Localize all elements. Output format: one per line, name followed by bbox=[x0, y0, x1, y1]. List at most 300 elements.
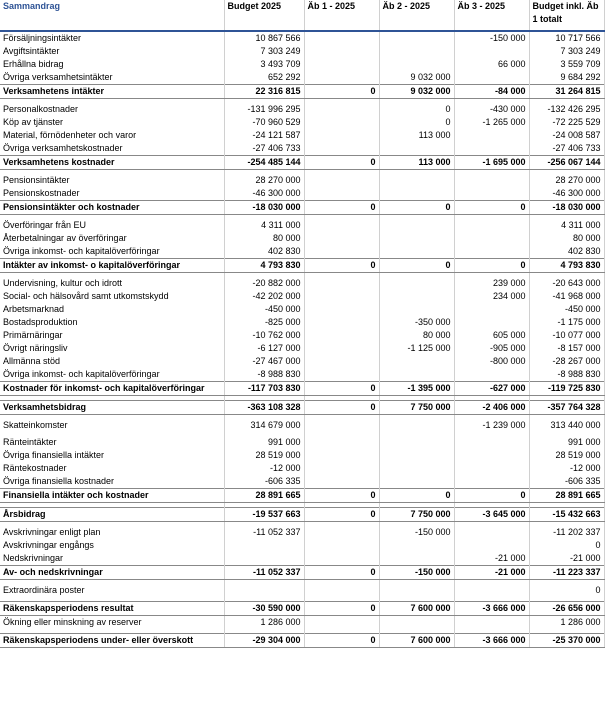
row-value: -606 335 bbox=[529, 475, 604, 489]
row-value: 314 679 000 bbox=[224, 419, 304, 432]
row-value bbox=[304, 277, 379, 290]
row-value bbox=[379, 58, 454, 71]
table-row bbox=[0, 462, 604, 475]
row-value: -1 695 000 bbox=[454, 156, 529, 170]
row-label: Räkenskapsperiodens under- eller överskott bbox=[0, 634, 224, 648]
row-value bbox=[379, 303, 454, 316]
row-value bbox=[379, 616, 454, 630]
row-label: Räkenskapsperiodens resultat bbox=[0, 602, 224, 616]
row-value bbox=[304, 552, 379, 566]
row-label: Allmänna stöd bbox=[0, 355, 224, 368]
header-ab3: Äb 3 - 2025 bbox=[454, 0, 529, 31]
row-value: 0 bbox=[304, 602, 379, 616]
row-value: -46 300 000 bbox=[529, 187, 604, 201]
row-label: Övriga verksamhetsintäkter bbox=[0, 71, 224, 85]
row-label: Ränteintäkter bbox=[0, 436, 224, 449]
row-value: 7 600 000 bbox=[379, 634, 454, 648]
row-label: Bostadsproduktion bbox=[0, 316, 224, 329]
row-value: 0 bbox=[454, 259, 529, 273]
row-value: -18 030 000 bbox=[529, 201, 604, 215]
row-value bbox=[304, 290, 379, 303]
row-value bbox=[304, 31, 379, 45]
row-value: -10 077 000 bbox=[529, 329, 604, 342]
table-row bbox=[0, 355, 604, 368]
table-row bbox=[0, 584, 604, 597]
row-value bbox=[379, 277, 454, 290]
row-value bbox=[379, 436, 454, 449]
table-total-row bbox=[0, 634, 604, 648]
row-value bbox=[379, 174, 454, 187]
row-value: 0 bbox=[304, 201, 379, 215]
row-label: Övriga finansiella intäkter bbox=[0, 449, 224, 462]
row-value: -30 590 000 bbox=[224, 602, 304, 616]
row-value: -41 968 000 bbox=[529, 290, 604, 303]
table-row bbox=[0, 290, 604, 303]
row-value: -2 406 000 bbox=[454, 401, 529, 415]
row-label: Arbetsmarknad bbox=[0, 303, 224, 316]
row-value bbox=[304, 449, 379, 462]
row-value bbox=[304, 187, 379, 201]
row-value: 3 559 709 bbox=[529, 58, 604, 71]
row-value: 28 270 000 bbox=[529, 174, 604, 187]
row-label: Primärnäringar bbox=[0, 329, 224, 342]
table-total-row bbox=[0, 382, 604, 396]
row-value bbox=[379, 142, 454, 156]
row-value: -117 703 830 bbox=[224, 382, 304, 396]
row-value: -21 000 bbox=[529, 552, 604, 566]
row-value bbox=[379, 419, 454, 432]
row-value: 991 000 bbox=[529, 436, 604, 449]
row-value: -19 537 663 bbox=[224, 508, 304, 522]
row-value: -1 175 000 bbox=[529, 316, 604, 329]
row-value: -132 426 295 bbox=[529, 103, 604, 116]
row-label: Avskrivningar enligt plan bbox=[0, 526, 224, 539]
row-value: 402 830 bbox=[529, 245, 604, 259]
row-value: 7 750 000 bbox=[379, 508, 454, 522]
table-total-row bbox=[0, 401, 604, 415]
row-label: Ökning eller minskning av reserver bbox=[0, 616, 224, 630]
row-value: -357 764 328 bbox=[529, 401, 604, 415]
row-value: -11 223 337 bbox=[529, 566, 604, 580]
row-value bbox=[454, 368, 529, 382]
table-total-row bbox=[0, 489, 604, 503]
table-total-row bbox=[0, 156, 604, 170]
row-value: -363 108 328 bbox=[224, 401, 304, 415]
row-value bbox=[304, 329, 379, 342]
row-value: -825 000 bbox=[224, 316, 304, 329]
row-value bbox=[304, 526, 379, 539]
row-value bbox=[379, 219, 454, 232]
row-label: Verksamhetsbidrag bbox=[0, 401, 224, 415]
row-label: Avgiftsintäkter bbox=[0, 45, 224, 58]
row-value bbox=[304, 355, 379, 368]
row-value bbox=[379, 584, 454, 597]
row-value bbox=[304, 616, 379, 630]
row-value bbox=[454, 174, 529, 187]
row-value: -8 988 830 bbox=[224, 368, 304, 382]
row-value: 4 793 830 bbox=[224, 259, 304, 273]
row-label: Pensionsintäkter och kostnader bbox=[0, 201, 224, 215]
row-value: -20 882 000 bbox=[224, 277, 304, 290]
table-row bbox=[0, 187, 604, 201]
row-label: Material, förnödenheter och varor bbox=[0, 129, 224, 142]
table-total-row bbox=[0, 566, 604, 580]
row-label: Av- och nedskrivningar bbox=[0, 566, 224, 580]
row-value: 9 684 292 bbox=[529, 71, 604, 85]
row-value: -254 485 144 bbox=[224, 156, 304, 170]
row-value: 0 bbox=[304, 259, 379, 273]
table-total-row bbox=[0, 201, 604, 215]
row-value: 0 bbox=[304, 382, 379, 396]
row-label: Överföringar från EU bbox=[0, 219, 224, 232]
row-value: 4 311 000 bbox=[529, 219, 604, 232]
row-value: -1 265 000 bbox=[454, 116, 529, 129]
row-value: 28 891 665 bbox=[224, 489, 304, 503]
table-row bbox=[0, 45, 604, 58]
row-value bbox=[379, 245, 454, 259]
row-value bbox=[379, 45, 454, 58]
row-value: 652 292 bbox=[224, 71, 304, 85]
table-row bbox=[0, 449, 604, 462]
row-label: Verksamhetens intäkter bbox=[0, 85, 224, 99]
row-value bbox=[304, 368, 379, 382]
row-value: -11 202 337 bbox=[529, 526, 604, 539]
row-value bbox=[454, 584, 529, 597]
row-value bbox=[454, 219, 529, 232]
row-label: Social- och hälsovård samt utkomstskydd bbox=[0, 290, 224, 303]
row-value: 0 bbox=[304, 85, 379, 99]
row-label: Köp av tjänster bbox=[0, 116, 224, 129]
row-value bbox=[304, 419, 379, 432]
row-label: Övriga verksamhetskostnader bbox=[0, 142, 224, 156]
row-value: 31 264 815 bbox=[529, 85, 604, 99]
row-value bbox=[304, 245, 379, 259]
table-row bbox=[0, 31, 604, 45]
row-value bbox=[304, 539, 379, 552]
row-value bbox=[304, 342, 379, 355]
row-value: 402 830 bbox=[224, 245, 304, 259]
table-row bbox=[0, 436, 604, 449]
row-value: 9 032 000 bbox=[379, 85, 454, 99]
table-total-row bbox=[0, 259, 604, 273]
row-value: -150 000 bbox=[454, 31, 529, 45]
row-value: -18 030 000 bbox=[224, 201, 304, 215]
row-value: 0 bbox=[454, 201, 529, 215]
row-value: -131 996 295 bbox=[224, 103, 304, 116]
row-value bbox=[304, 129, 379, 142]
row-value: -606 335 bbox=[224, 475, 304, 489]
header-budget-total: Budget inkl. Äb 1 totalt bbox=[529, 0, 604, 31]
row-value: 9 032 000 bbox=[379, 71, 454, 85]
row-value: -6 127 000 bbox=[224, 342, 304, 355]
table-row bbox=[0, 174, 604, 187]
row-value: 0 bbox=[454, 489, 529, 503]
row-value: -350 000 bbox=[379, 316, 454, 329]
row-value: -450 000 bbox=[529, 303, 604, 316]
row-value: -46 300 000 bbox=[224, 187, 304, 201]
row-value: -27 406 733 bbox=[529, 142, 604, 156]
row-value bbox=[454, 475, 529, 489]
row-value: -10 762 000 bbox=[224, 329, 304, 342]
table-header-row bbox=[0, 0, 604, 31]
table-row bbox=[0, 71, 604, 85]
row-value: -119 725 830 bbox=[529, 382, 604, 396]
row-value: 7 750 000 bbox=[379, 401, 454, 415]
row-value: 28 519 000 bbox=[224, 449, 304, 462]
row-value: -27 406 733 bbox=[224, 142, 304, 156]
row-value: 113 000 bbox=[379, 129, 454, 142]
row-value: 313 440 000 bbox=[529, 419, 604, 432]
row-value: -24 121 587 bbox=[224, 129, 304, 142]
row-value bbox=[304, 462, 379, 475]
table-total-row bbox=[0, 85, 604, 99]
row-value: 0 bbox=[304, 401, 379, 415]
header-sammandrag: Sammandrag bbox=[0, 0, 224, 31]
row-value bbox=[304, 71, 379, 85]
row-value bbox=[379, 449, 454, 462]
table-row bbox=[0, 232, 604, 245]
table-row bbox=[0, 419, 604, 432]
row-value: -42 202 000 bbox=[224, 290, 304, 303]
row-value: -12 000 bbox=[529, 462, 604, 475]
table-row bbox=[0, 129, 604, 142]
row-value: 80 000 bbox=[529, 232, 604, 245]
table-row bbox=[0, 342, 604, 355]
row-value bbox=[379, 290, 454, 303]
row-value bbox=[304, 58, 379, 71]
row-value bbox=[454, 232, 529, 245]
row-label: Personalkostnader bbox=[0, 103, 224, 116]
row-value: -27 467 000 bbox=[224, 355, 304, 368]
row-label: Kostnader för inkomst- och kapitalöverföringar bbox=[0, 382, 224, 396]
row-value bbox=[454, 539, 529, 552]
row-value: 28 891 665 bbox=[529, 489, 604, 503]
row-value bbox=[454, 45, 529, 58]
table-body bbox=[0, 31, 604, 648]
row-value bbox=[304, 475, 379, 489]
row-value: 28 270 000 bbox=[224, 174, 304, 187]
row-value bbox=[304, 103, 379, 116]
row-value bbox=[454, 462, 529, 475]
row-value: 0 bbox=[304, 508, 379, 522]
row-value: 0 bbox=[304, 634, 379, 648]
row-value: -20 643 000 bbox=[529, 277, 604, 290]
row-label: Avskrivningar engångs bbox=[0, 539, 224, 552]
table-total-row bbox=[0, 508, 604, 522]
row-value: 80 000 bbox=[379, 329, 454, 342]
row-value bbox=[454, 436, 529, 449]
row-value: -29 304 000 bbox=[224, 634, 304, 648]
row-value: 0 bbox=[379, 489, 454, 503]
row-value: 0 bbox=[529, 584, 604, 597]
row-value: -84 000 bbox=[454, 85, 529, 99]
row-value: 0 bbox=[304, 489, 379, 503]
row-value bbox=[304, 584, 379, 597]
row-value: -3 666 000 bbox=[454, 634, 529, 648]
row-value: -1 125 000 bbox=[379, 342, 454, 355]
row-value: -150 000 bbox=[379, 526, 454, 539]
table-total-row bbox=[0, 602, 604, 616]
row-value: -21 000 bbox=[454, 552, 529, 566]
row-value: 0 bbox=[529, 539, 604, 552]
row-value bbox=[454, 303, 529, 316]
row-label: Erhållna bidrag bbox=[0, 58, 224, 71]
row-value: -15 432 663 bbox=[529, 508, 604, 522]
row-value: 4 311 000 bbox=[224, 219, 304, 232]
row-value bbox=[454, 245, 529, 259]
row-value bbox=[224, 584, 304, 597]
table-row bbox=[0, 552, 604, 566]
row-value bbox=[304, 219, 379, 232]
row-value: -70 960 529 bbox=[224, 116, 304, 129]
row-label: Intäkter av inkomst- o kapitalöverföringar bbox=[0, 259, 224, 273]
row-value: 0 bbox=[379, 259, 454, 273]
row-value: -3 645 000 bbox=[454, 508, 529, 522]
row-value bbox=[304, 116, 379, 129]
row-label: Extraordinära poster bbox=[0, 584, 224, 597]
table-row bbox=[0, 616, 604, 630]
row-value: -800 000 bbox=[454, 355, 529, 368]
row-value bbox=[304, 45, 379, 58]
row-label: Övriga finansiella kostnader bbox=[0, 475, 224, 489]
row-label: Pensionsintäkter bbox=[0, 174, 224, 187]
row-value bbox=[454, 316, 529, 329]
row-value: 4 793 830 bbox=[529, 259, 604, 273]
table-row bbox=[0, 116, 604, 129]
row-value: -430 000 bbox=[454, 103, 529, 116]
row-value bbox=[304, 174, 379, 187]
row-label: Återbetalningar av överföringar bbox=[0, 232, 224, 245]
row-value: 1 286 000 bbox=[529, 616, 604, 630]
row-value: -11 052 337 bbox=[224, 566, 304, 580]
table-row bbox=[0, 368, 604, 382]
row-label: Räntekostnader bbox=[0, 462, 224, 475]
row-value: 7 600 000 bbox=[379, 602, 454, 616]
row-value: 22 316 815 bbox=[224, 85, 304, 99]
row-value bbox=[224, 552, 304, 566]
table-row bbox=[0, 539, 604, 552]
row-value: -627 000 bbox=[454, 382, 529, 396]
row-value: -24 008 587 bbox=[529, 129, 604, 142]
table-row bbox=[0, 277, 604, 290]
row-value: -11 052 337 bbox=[224, 526, 304, 539]
row-value bbox=[454, 449, 529, 462]
table-row bbox=[0, 526, 604, 539]
row-value bbox=[454, 616, 529, 630]
row-value bbox=[379, 355, 454, 368]
row-value: 7 303 249 bbox=[224, 45, 304, 58]
row-value: -1 395 000 bbox=[379, 382, 454, 396]
row-value: 66 000 bbox=[454, 58, 529, 71]
table-row bbox=[0, 245, 604, 259]
table-row bbox=[0, 219, 604, 232]
row-value: 0 bbox=[379, 116, 454, 129]
row-value: 113 000 bbox=[379, 156, 454, 170]
row-label: Pensionskostnader bbox=[0, 187, 224, 201]
row-value: -450 000 bbox=[224, 303, 304, 316]
row-label: Övrigt näringsliv bbox=[0, 342, 224, 355]
row-value bbox=[454, 142, 529, 156]
row-label: Nedskrivningar bbox=[0, 552, 224, 566]
row-value: -150 000 bbox=[379, 566, 454, 580]
row-value: -1 239 000 bbox=[454, 419, 529, 432]
row-value: 0 bbox=[304, 156, 379, 170]
row-value bbox=[454, 129, 529, 142]
row-value: 0 bbox=[379, 103, 454, 116]
row-value: 0 bbox=[379, 201, 454, 215]
row-value: 234 000 bbox=[454, 290, 529, 303]
row-label: Övriga inkomst- och kapitalöverföringar bbox=[0, 245, 224, 259]
row-value: -8 157 000 bbox=[529, 342, 604, 355]
row-label: Årsbidrag bbox=[0, 508, 224, 522]
row-value bbox=[454, 71, 529, 85]
table-row bbox=[0, 103, 604, 116]
row-value: -3 666 000 bbox=[454, 602, 529, 616]
row-value: -26 656 000 bbox=[529, 602, 604, 616]
row-value: 10 717 566 bbox=[529, 31, 604, 45]
row-value: -256 067 144 bbox=[529, 156, 604, 170]
row-value: -28 267 000 bbox=[529, 355, 604, 368]
row-value bbox=[379, 368, 454, 382]
row-value bbox=[379, 475, 454, 489]
row-value: 1 286 000 bbox=[224, 616, 304, 630]
row-value: 7 303 249 bbox=[529, 45, 604, 58]
header-budget-2025: Budget 2025 bbox=[224, 0, 304, 31]
row-value: 28 519 000 bbox=[529, 449, 604, 462]
row-label: Verksamhetens kostnader bbox=[0, 156, 224, 170]
row-value: 605 000 bbox=[454, 329, 529, 342]
row-value: -905 000 bbox=[454, 342, 529, 355]
row-value: 991 000 bbox=[224, 436, 304, 449]
row-value bbox=[454, 526, 529, 539]
table-row bbox=[0, 142, 604, 156]
row-value bbox=[379, 462, 454, 475]
row-value bbox=[304, 303, 379, 316]
row-label: Finansiella intäkter och kostnader bbox=[0, 489, 224, 503]
table-row bbox=[0, 58, 604, 71]
row-value bbox=[379, 232, 454, 245]
row-value: 3 493 709 bbox=[224, 58, 304, 71]
row-value bbox=[304, 436, 379, 449]
row-value: -12 000 bbox=[224, 462, 304, 475]
header-ab1: Äb 1 - 2025 bbox=[304, 0, 379, 31]
row-value bbox=[224, 539, 304, 552]
row-value bbox=[304, 232, 379, 245]
row-value: 239 000 bbox=[454, 277, 529, 290]
row-value: 0 bbox=[304, 566, 379, 580]
row-value: 10 867 566 bbox=[224, 31, 304, 45]
table-row bbox=[0, 303, 604, 316]
row-value: -72 225 529 bbox=[529, 116, 604, 129]
row-value bbox=[379, 31, 454, 45]
row-label: Skatteinkomster bbox=[0, 419, 224, 432]
row-value: -21 000 bbox=[454, 566, 529, 580]
row-value: -25 370 000 bbox=[529, 634, 604, 648]
row-label: Försäljningsintäkter bbox=[0, 31, 224, 45]
row-value: -8 988 830 bbox=[529, 368, 604, 382]
table-row bbox=[0, 329, 604, 342]
row-value bbox=[379, 187, 454, 201]
row-value: 80 000 bbox=[224, 232, 304, 245]
header-ab2: Äb 2 - 2025 bbox=[379, 0, 454, 31]
row-label: Undervisning, kultur och idrott bbox=[0, 277, 224, 290]
row-value bbox=[304, 142, 379, 156]
row-value bbox=[379, 552, 454, 566]
table-row bbox=[0, 475, 604, 489]
row-value bbox=[454, 187, 529, 201]
row-label: Övriga inkomst- och kapitalöverföringar bbox=[0, 368, 224, 382]
row-value bbox=[379, 539, 454, 552]
